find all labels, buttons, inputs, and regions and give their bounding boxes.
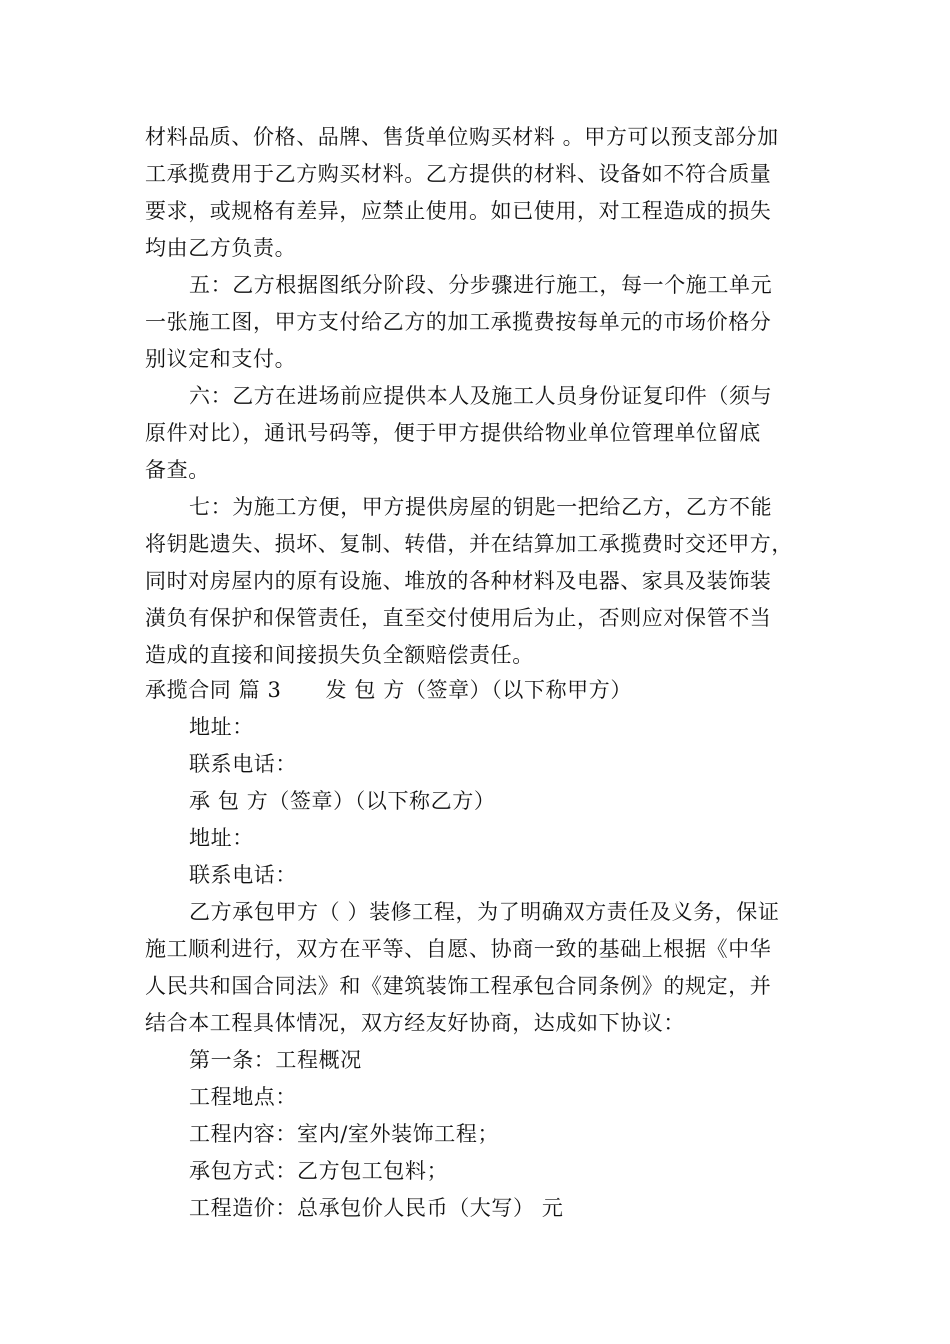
section-five-line: 别议定和支付。 bbox=[145, 347, 297, 371]
preamble-line: 施工顺利进行，双方在平等、自愿、协商一致的基础上根据《中华 bbox=[145, 937, 772, 961]
party-a-phone: 联系电话： bbox=[189, 752, 297, 776]
section-four-line: 要求，或规格有差异，应禁止使用。如已使用，对工程造成的损失 bbox=[145, 199, 772, 223]
project-cost: 工程造价：总承包价人民币（大写） 元 bbox=[189, 1196, 564, 1220]
section-four-line: 工承揽费用于乙方购买材料。乙方提供的材料、设备如不符合质量 bbox=[145, 162, 772, 186]
section-five-line: 五：乙方根据图纸分阶段、分步骤进行施工，每一个施工单元 bbox=[189, 273, 773, 297]
preamble-line: 乙方承包甲方（ ）装修工程，为了明确双方责任及义务，保证 bbox=[189, 900, 780, 924]
section-seven-line: 同时对房屋内的原有设施、堆放的各种材料及电器、家具及装饰装 bbox=[145, 569, 772, 593]
party-a-address: 地址： bbox=[189, 715, 254, 739]
section-six-line: 备查。 bbox=[145, 458, 210, 482]
section-five-line: 一张施工图，甲方支付给乙方的加工承揽费按每单元的市场价格分 bbox=[145, 310, 772, 334]
contract-heading-row bbox=[145, 677, 632, 703]
section-six-line: 六：乙方在进场前应提供本人及施工人员身份证复印件（须与 bbox=[189, 384, 773, 408]
section-seven-line: 七：为施工方便，甲方提供房屋的钥匙一把给乙方，乙方不能 bbox=[189, 495, 773, 519]
contract-heading: 承揽合同 篇 3 bbox=[145, 678, 282, 702]
contract-method: 承包方式：乙方包工包料； bbox=[189, 1159, 449, 1183]
preamble-line: 人民共和国合同法》和《建筑装饰工程承包合同条例》的规定，并 bbox=[145, 974, 772, 998]
section-four-line: 材料品质、价格、品牌、售货单位购买材料 。甲方可以预支部分加 bbox=[145, 125, 779, 149]
party-b-label: 承 包 方（签章）（以下称乙方） bbox=[189, 789, 496, 813]
section-seven-line: 潢负有保护和保管责任，直至交付使用后为止，否则应对保管不当 bbox=[145, 606, 772, 630]
section-six-line: 原件对比），通讯号码等，便于甲方提供给物业单位管理单位留底 bbox=[145, 421, 761, 445]
section-seven-line: 造成的直接和间接损失负全额赔偿责任。 bbox=[145, 643, 534, 667]
party-a-label: 发 包 方（签章）（以下称甲方） bbox=[325, 678, 632, 702]
section-four-line: 均由乙方负责。 bbox=[145, 236, 297, 260]
project-location: 工程地点： bbox=[189, 1085, 297, 1109]
project-content: 工程内容：室内/室外装饰工程； bbox=[189, 1122, 500, 1146]
party-b-address: 地址： bbox=[189, 826, 254, 850]
section-seven-line: 将钥匙遗失、损坏、复制、转借，并在结算加工承揽费时交还甲方， bbox=[145, 532, 793, 556]
party-b-phone: 联系电话： bbox=[189, 863, 297, 887]
preamble-line: 结合本工程具体情况，双方经友好协商，达成如下协议： bbox=[145, 1011, 685, 1035]
article-one-title: 第一条：工程概况 bbox=[189, 1048, 362, 1072]
